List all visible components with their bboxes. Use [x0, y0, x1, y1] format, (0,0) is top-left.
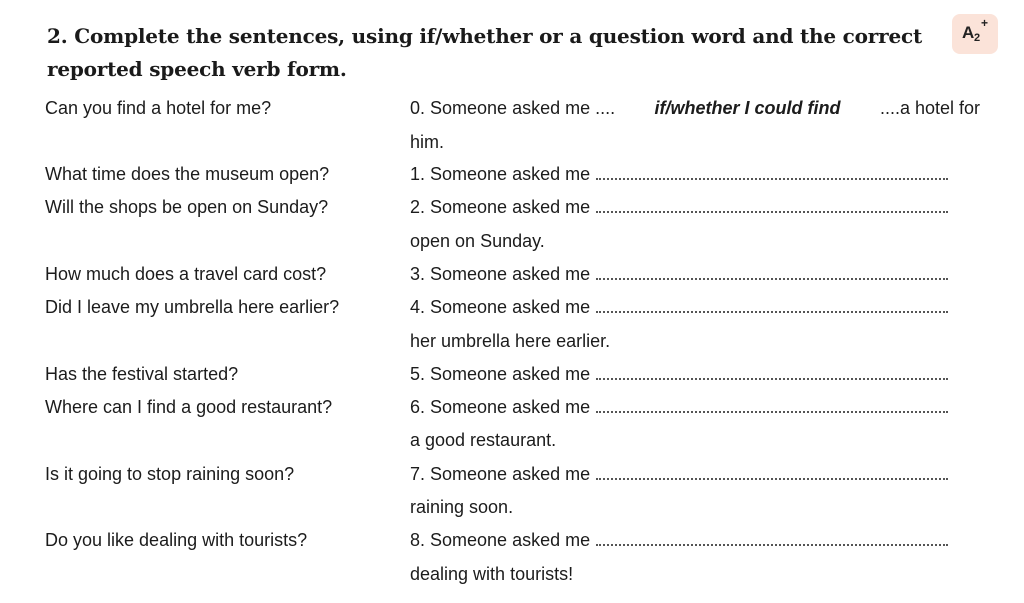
continuation-2: open on Sunday. — [410, 231, 545, 251]
answer-blank-5[interactable] — [596, 375, 948, 380]
answer-blank-3[interactable] — [596, 275, 948, 280]
prompt-7: 7. Someone asked me — [410, 464, 591, 484]
question-2: Will the shops be open on Sunday? — [45, 197, 329, 217]
exercise-title — [47, 20, 927, 86]
prompt-6: 6. Someone asked me — [410, 397, 591, 417]
level-subscript: 2 — [974, 32, 981, 44]
answer-line-3 — [410, 263, 948, 285]
exercise-number: 2. — [47, 24, 68, 48]
question-6: Where can I find a good restaurant? — [45, 397, 333, 417]
question-8: Do you like dealing with tourists? — [45, 530, 308, 550]
answer-blank-2[interactable] — [596, 208, 948, 213]
answer-line-1 — [410, 163, 948, 185]
answer-line-2 — [410, 196, 948, 218]
example-answer-line — [410, 97, 980, 119]
level-badge — [952, 14, 998, 54]
question-7: Is it going to stop raining soon? — [45, 464, 295, 484]
answer-blank-4[interactable] — [596, 308, 948, 313]
continuation-7: raining soon. — [410, 497, 514, 517]
example-filled-answer: if/whether I could find — [654, 98, 841, 118]
answer-blank-8[interactable] — [596, 541, 948, 546]
prompt-3: 3. Someone asked me — [410, 264, 591, 284]
answer-line-7 — [410, 463, 948, 485]
question-4: Did I leave my umbrella here earlier? — [45, 297, 340, 317]
answer-blank-1[interactable] — [596, 175, 948, 180]
example-suffix: ....a hotel for — [879, 98, 980, 118]
level-superscript: + — [981, 16, 989, 30]
example-question: Can you find a hotel for me? — [45, 98, 272, 118]
answer-line-6 — [410, 396, 948, 418]
question-5: Has the festival started? — [45, 364, 239, 384]
answer-line-8 — [410, 529, 948, 551]
question-1: What time does the museum open? — [45, 164, 330, 184]
prompt-5: 5. Someone asked me — [410, 364, 591, 384]
answer-line-4 — [410, 296, 948, 318]
prompt-8: 8. Someone asked me — [410, 530, 591, 550]
answer-blank-7[interactable] — [596, 475, 948, 480]
example-prefix: 0. Someone asked me .... — [410, 98, 616, 118]
exercise-instruction: Complete the sentences, using if/whether or a question word and the correct reported speech verb form. — [47, 24, 923, 81]
example-continuation: him. — [410, 132, 445, 152]
continuation-8: dealing with tourists! — [410, 564, 574, 584]
prompt-2: 2. Someone asked me — [410, 197, 591, 217]
prompt-1: 1. Someone asked me — [410, 164, 591, 184]
continuation-6: a good restaurant. — [410, 430, 557, 450]
level-letter: A — [962, 23, 975, 42]
prompt-4: 4. Someone asked me — [410, 297, 591, 317]
answer-blank-6[interactable] — [596, 408, 948, 413]
continuation-4: her umbrella here earlier. — [410, 331, 611, 351]
question-3: How much does a travel card cost? — [45, 264, 327, 284]
answer-line-5 — [410, 363, 948, 385]
